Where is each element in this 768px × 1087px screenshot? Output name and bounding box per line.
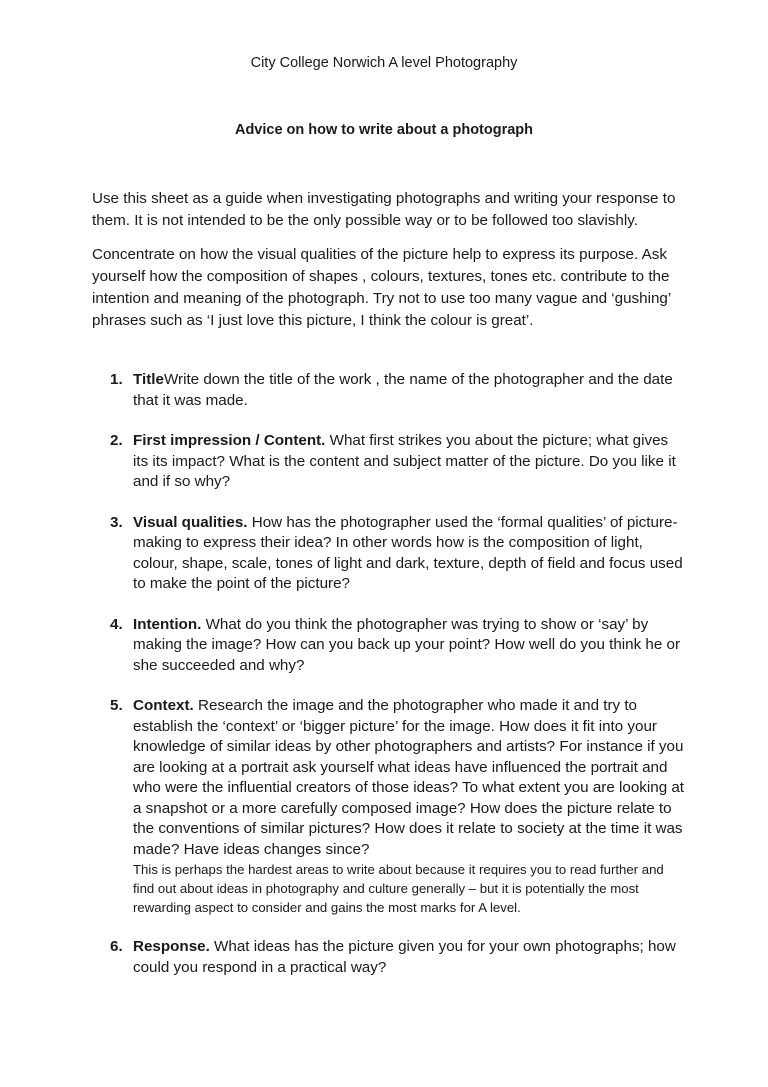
- list-item-text: What first strikes you about the picture; what gives its its impact? What is the content and subject matter of the picture. Do you like it and if so why?: [133, 432, 676, 490]
- list-item-visual-qualities: [110, 513, 685, 595]
- list-item-context: [110, 696, 685, 917]
- list-number: 4.: [110, 615, 123, 633]
- list-item-intention: [110, 615, 685, 677]
- list-item-heading: First impression / Content.: [133, 432, 326, 449]
- document-header: City College Norwich A level Photography: [250, 55, 518, 71]
- list-item-heading: Response.: [133, 938, 210, 955]
- intro-paragraph-1: Use this sheet as a guide when investigating photographs and writing your response to them. It is not intended to be the only possible way or to be followed too slavishly.: [92, 190, 676, 229]
- list-item-heading: Intention.: [133, 615, 202, 633]
- list-number: 6.: [110, 938, 123, 955]
- list-number: 2.: [110, 432, 123, 449]
- list-number: 3.: [110, 513, 123, 531]
- list-item-title: [110, 370, 685, 411]
- list-item-text: What do you think the photographer was trying to show or ‘say’ by making the image? How can you back up your point? How well do you think he or she succeeded and why?: [133, 615, 681, 674]
- list-item-heading: Visual qualities.: [133, 513, 248, 531]
- list-item-heading: Title: [133, 371, 164, 388]
- list-item-text: Research the image and the photographer who made it and try to establish the ‘context’ or ‘bigger picture’ for the image. How does it fit into your knowledge of similar ideas by other photographers and artists? For instance if you are looking at a portrait ask yourself what ideas have influenced the portrait and who were the influential creators of those ideas? To what extent you are looking at a snapshot or a more carefully composed image? How does the picture relate to the conventions of similar pictures? How does it relate to society at the time it was made? Have ideas changes since?: [133, 697, 685, 858]
- intro-section: [92, 188, 692, 344]
- list-item-note: This is perhaps the hardest areas to write about because it requires you to read further and find out about ideas in photography and culture generally – but it is potentially the most rewarding aspect to consider and gains the most marks for A level.: [133, 862, 664, 915]
- list-item-heading: Context.: [133, 697, 194, 714]
- list-item-first-impression: [110, 431, 685, 493]
- advice-list: [110, 370, 685, 998]
- list-item-text: What ideas has the picture given you for your own photographs; how could you respond in a practical way?: [133, 938, 676, 976]
- intro-paragraph-2: Concentrate on how the visual qualities of the picture help to express its purpose. Ask yourself how the composition of shapes , colours, textures, tones etc. contribute to the intention and meaning of the photograph. Try not to use too many vague and ‘gushing’ phrases such as ‘I just love this picture, I think the colour is great’.: [92, 246, 671, 329]
- list-item-text: Write down the title of the work , the name of the photographer and the date that it was made.: [133, 371, 673, 409]
- list-item-text: How has the photographer used the ‘formal qualities’ of picture- making to express their idea? In other words how is the composition of light, colour, shape, scale, tones of light and dark, texture, depth of field and focus used to make the point of the picture?: [133, 513, 683, 592]
- list-number: 1.: [110, 371, 123, 388]
- list-number: 5.: [110, 697, 123, 714]
- list-item-response: [110, 937, 685, 978]
- document-title: Advice on how to write about a photograph: [234, 122, 534, 138]
